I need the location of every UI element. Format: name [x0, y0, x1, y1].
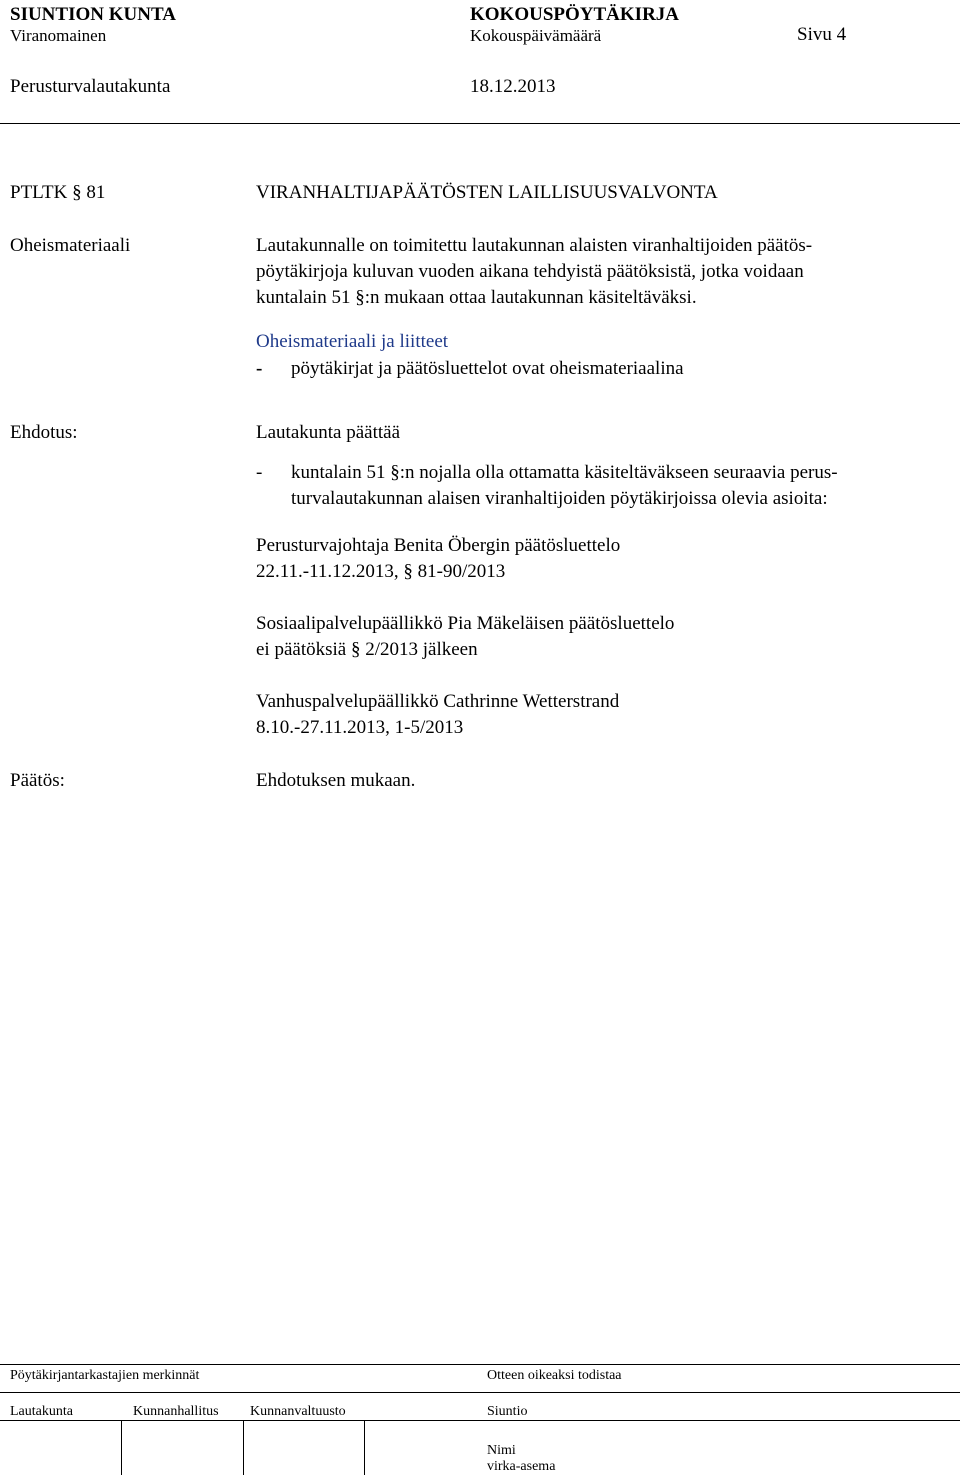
footer-vline-1	[121, 1420, 122, 1475]
header-divider	[0, 123, 960, 124]
authority-name: Perusturvalautakunta	[10, 76, 171, 97]
footer-vline-3	[364, 1420, 365, 1475]
decision-2-detail: ei päätöksiä § 2/2013 jälkeen	[256, 639, 478, 660]
decision-2-title: Sosiaalipalvelupäällikkö Pia Mäkeläisen päätösluettelo	[256, 613, 675, 634]
footer-divider-bottom	[0, 1420, 960, 1421]
footer-divider-top	[0, 1364, 960, 1365]
decision-3-title: Vanhuspalvelupäällikkö Cathrinne Wetterstrand	[256, 691, 620, 712]
decision-label: Päätös:	[10, 770, 65, 791]
proposal-item-line-2: turvalautakunnan alaisen viranhaltijoiden pöytäkirjoissa olevia asioita:	[291, 488, 828, 509]
footer-name-label: Nimi	[487, 1443, 516, 1458]
attachments-heading: Oheismateriaali ja liitteet	[256, 331, 449, 352]
footer-divider-mid	[0, 1392, 960, 1393]
decision-3-detail: 8.10.-27.11.2013, 1-5/2013	[256, 717, 464, 738]
reviewers-label: Pöytäkirjantarkastajien merkinnät	[10, 1368, 200, 1383]
proposal-label: Ehdotus:	[10, 422, 78, 443]
proposal-item-line-1: kuntalain 51 §:n nojalla olla ottamatta käsiteltäväkseen seuraavia perus-	[291, 462, 838, 483]
proposal-bullet: -	[256, 462, 263, 483]
footer-vline-2	[243, 1420, 244, 1475]
attachments-bullet: -	[256, 358, 263, 379]
document-type: KOKOUSPÖYTÄKIRJA	[470, 4, 680, 25]
section-title: VIRANHALTIJAPÄÄTÖSTEN LAILLISUUSVALVONTA	[256, 182, 718, 203]
page-number: Sivu 4	[797, 24, 847, 45]
intro-line-2: pöytäkirjoja kuluvan vuoden aikana tehdyistä päätöksistä, jotka voidaan	[256, 261, 804, 282]
certified-label: Otteen oikeaksi todistaa	[487, 1368, 622, 1383]
decision-1-detail: 22.11.-11.12.2013, § 81-90/2013	[256, 561, 506, 582]
intro-line-1: Lautakunnalle on toimitettu lautakunnan alaisten viranhaltijoiden päätös-	[256, 235, 813, 256]
meeting-date-label: Kokouspäivämäärä	[470, 26, 602, 45]
intro-line-3: kuntalain 51 §:n mukaan ottaa lautakunnan käsiteltäväksi.	[256, 287, 697, 308]
footer-position-label: virka-asema	[487, 1459, 556, 1474]
oheis-label: Oheismateriaali	[10, 235, 131, 256]
decision-text: Ehdotuksen mukaan.	[256, 770, 416, 791]
section-id: PTLTK § 81	[10, 182, 106, 203]
footer-col-kunnanvaltuusto: Kunnanvaltuusto	[250, 1404, 346, 1419]
proposal-intro: Lautakunta päättää	[256, 422, 401, 443]
footer-col-kunnanhallitus: Kunnanhallitus	[133, 1404, 219, 1419]
meeting-date: 18.12.2013	[470, 76, 556, 97]
footer-col-siuntio: Siuntio	[487, 1404, 528, 1419]
authority-label: Viranomainen	[10, 26, 107, 45]
municipality-name: SIUNTION KUNTA	[10, 4, 176, 25]
decision-1-title: Perusturvajohtaja Benita Öbergin päätösluettelo	[256, 535, 621, 556]
footer-col-lautakunta: Lautakunta	[10, 1404, 73, 1419]
attachments-item: pöytäkirjat ja päätösluettelot ovat oheismateriaalina	[291, 358, 684, 379]
